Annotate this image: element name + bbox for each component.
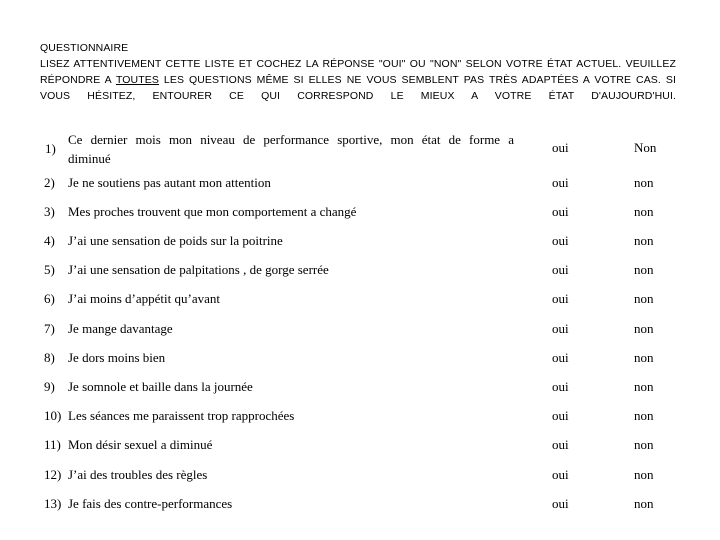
question-number: 13)	[44, 496, 62, 511]
instructions-line-2-end: LES QUESTIONS MÊME SI ELLES NE VOUS SEMBLENT PAS TRÈS ADAPTÉES A VOTRE CAS. SI	[158, 74, 676, 86]
question-text: J’ai des troubles des règles	[68, 467, 208, 482]
page-title: QUESTIONNAIRE	[40, 42, 129, 54]
question-number: 3)	[44, 204, 55, 219]
answer-non[interactable]: non	[634, 379, 654, 394]
answer-non[interactable]: non	[634, 350, 654, 365]
question-number: 9)	[44, 379, 55, 394]
question-number: 10)	[44, 408, 62, 423]
question-number: 12)	[44, 467, 62, 482]
answer-oui[interactable]: oui	[552, 321, 569, 336]
question-text: Les séances me paraissent trop rapprochées	[68, 408, 295, 423]
answer-oui[interactable]: oui	[552, 408, 569, 423]
answer-non[interactable]: non	[634, 233, 654, 248]
answer-oui[interactable]: oui	[552, 175, 569, 190]
answer-non[interactable]: non	[634, 437, 654, 452]
answer-oui[interactable]: oui	[552, 467, 569, 482]
question-text: Je fais des contre-performances	[68, 496, 233, 511]
question-text	[68, 130, 514, 168]
instructions-line-1: LISEZ ATTENTIVEMENT CETTE LISTE ET COCHEZ LA RÉPONSE "OUI" OU "NON" SELON VOTRE ÉTAT ACTUEL. VEUILLEZ	[40, 58, 676, 70]
answer-oui[interactable]: oui	[552, 233, 569, 248]
question-number: 4)	[44, 233, 55, 248]
question-text: Je dors moins bien	[68, 350, 166, 365]
question-text: Je mange davantage	[68, 321, 173, 336]
answer-non[interactable]: non	[634, 408, 654, 423]
question-text: J’ai une sensation de palpitations , de gorge serrée	[68, 262, 329, 277]
answer-non[interactable]: non	[634, 262, 654, 277]
question-text-line-2: diminué	[68, 151, 111, 166]
question-number: 2)	[44, 175, 55, 190]
question-number: 7)	[44, 321, 55, 336]
answer-non[interactable]: Non	[634, 140, 657, 155]
answer-oui[interactable]: oui	[552, 350, 569, 365]
answer-non[interactable]: non	[634, 321, 654, 336]
answer-oui[interactable]: oui	[552, 496, 569, 511]
answer-oui[interactable]: oui	[552, 204, 569, 219]
question-text: J’ai une sensation de poids sur la poitrine	[68, 233, 283, 248]
question-text: Je ne soutiens pas autant mon attention	[68, 175, 271, 190]
question-text: Mon désir sexuel a diminué	[68, 437, 213, 452]
answer-non[interactable]: non	[634, 175, 654, 190]
answer-non[interactable]: non	[634, 467, 654, 482]
answer-oui[interactable]: oui	[552, 262, 569, 277]
answer-oui[interactable]: oui	[552, 291, 569, 306]
question-number: 6)	[44, 291, 55, 306]
instructions-line-2-start: RÉPONDRE A	[40, 74, 116, 86]
answer-non[interactable]: non	[634, 291, 654, 306]
question-text: J’ai moins d’appétit qu’avant	[68, 291, 220, 306]
question-text-line-1: Ce dernier mois mon niveau de performance sportive, mon état de forme a	[68, 132, 514, 147]
question-number: 11)	[44, 437, 61, 452]
question-number: 5)	[44, 262, 55, 277]
instructions-line-3: VOUS HÉSITEZ, ENTOURER CE QUI CORRESPOND LE MIEUX A VOTRE ÉTAT D'AUJOURD'HUI.	[40, 90, 676, 102]
answer-non[interactable]: non	[634, 204, 654, 219]
answer-oui[interactable]: oui	[552, 140, 569, 155]
question-text: Je somnole et baille dans la journée	[68, 379, 253, 394]
answer-oui[interactable]: oui	[552, 437, 569, 452]
answer-oui[interactable]: oui	[552, 379, 569, 394]
question-number: 1)	[45, 141, 56, 156]
question-text: Mes proches trouvent que mon comportement a changé	[68, 204, 357, 219]
answer-non[interactable]: non	[634, 496, 654, 511]
question-number: 8)	[44, 350, 55, 365]
instructions-emphasis-toutes: TOUTES	[115, 74, 159, 86]
